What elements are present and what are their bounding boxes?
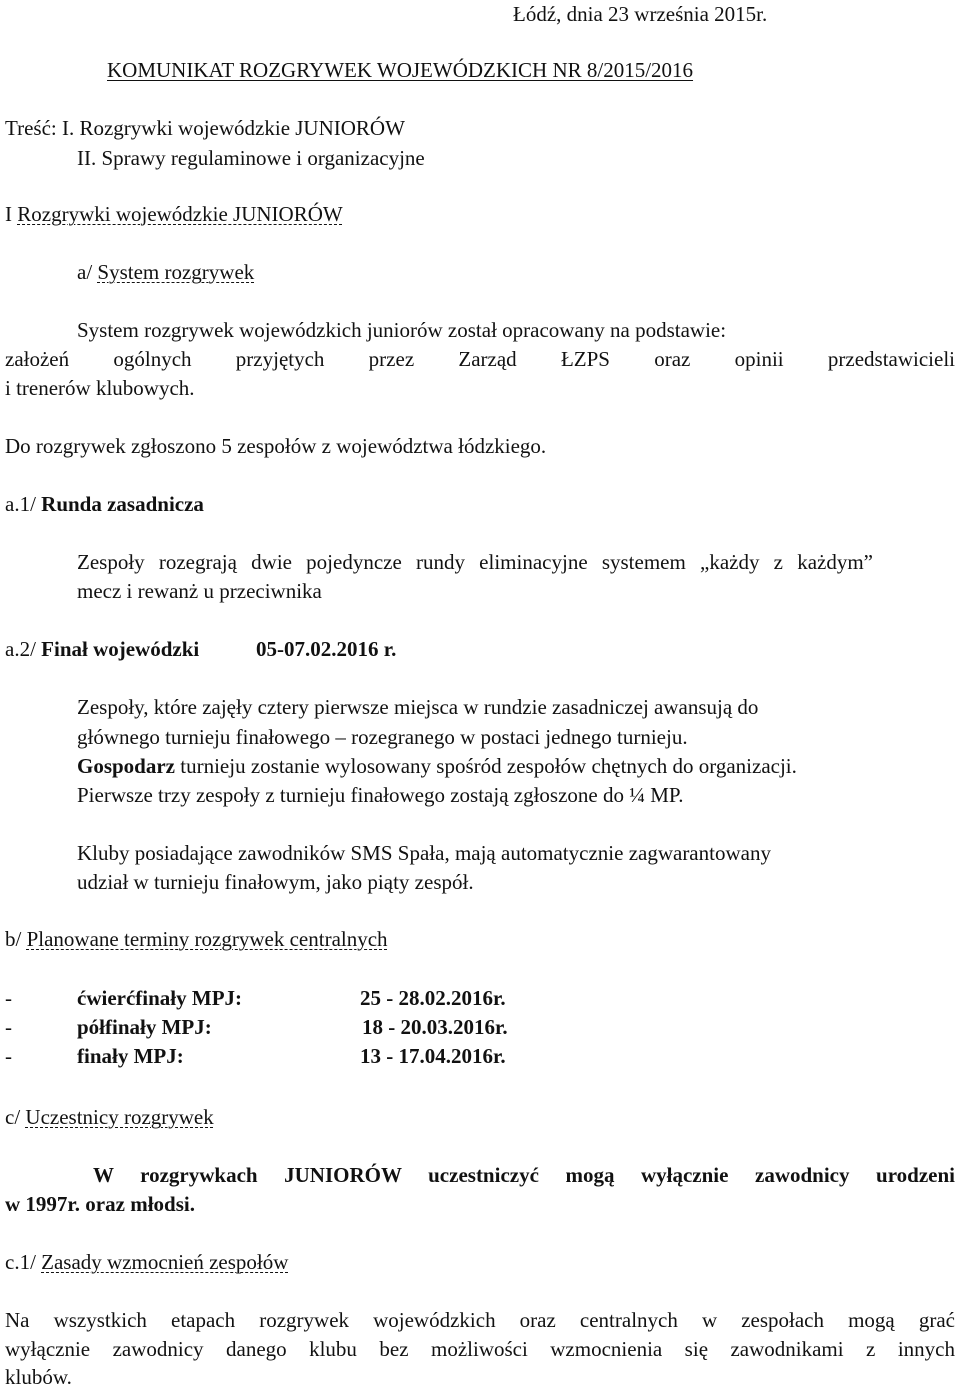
para-1-line-2: założeń ogólnych przyjętych przez Zarząd ŁZPS oraz opinii przedstawicieli: [5, 347, 955, 371]
section-c-prefix: c/: [5, 1105, 26, 1129]
a1-heading: [5, 494, 204, 515]
section-c-heading: [5, 1107, 214, 1128]
c1-line-2: wyłącznie zawodnicy danego klubu bez możliwości wzmocnienia się zawodnikami z innych: [5, 1337, 955, 1361]
a2-title: Finał wojewódzki: [41, 637, 200, 661]
sub-a-title: System rozgrywek: [97, 260, 255, 284]
term-dates: 25 - 28.02.2016r.: [360, 986, 506, 1010]
term-label: finały MPJ:: [77, 1044, 184, 1068]
term-dash: -: [5, 1015, 12, 1039]
c1-heading: [5, 1252, 288, 1273]
section-b-title: Planowane terminy rozgrywek centralnych: [26, 927, 388, 951]
c1-title: Zasady wzmocnień zespołów: [41, 1250, 289, 1274]
term-label: półfinały MPJ:: [77, 1015, 212, 1039]
a2-line-4: Pierwsze trzy zespoły z turnieju finałowego zostają zgłoszone do ¼ MP.: [77, 783, 684, 807]
para-1-line-1: System rozgrywek wojewódzkich juniorów został opracowany na podstawie:: [77, 318, 727, 342]
toc-line-1: [5, 118, 405, 139]
toc-prefix: Treść:: [5, 116, 57, 140]
term-label: ćwierćfinały MPJ:: [77, 986, 243, 1010]
section-c-line-1: W rozgrywkach JUNIORÓW uczestniczyć mogą wyłącznie zawodnicy urodzeni: [93, 1163, 955, 1187]
a2-host-word: Gospodarz: [77, 754, 176, 778]
section-1-prefix: I: [5, 202, 18, 226]
toc-item-1: I. Rozgrywki wojewódzkie JUNIORÓW: [61, 116, 405, 140]
section-1-title: Rozgrywki wojewódzkie JUNIORÓW: [17, 202, 343, 226]
section-b-heading: [5, 929, 388, 950]
section-c-title: Uczestnicy rozgrywek: [25, 1105, 214, 1129]
section-1-heading: [5, 204, 343, 225]
para-2: Do rozgrywek zgłoszono 5 zespołów z województwa łódzkiego.: [5, 434, 547, 458]
term-dash: -: [5, 1044, 12, 1068]
a1-title: Runda zasadnicza: [41, 492, 204, 516]
a2-line-1: Zespoły, które zajęły cztery pierwsze miejsca w rundzie zasadniczej awansują do: [77, 695, 759, 719]
c1-line-3: klubów.: [5, 1365, 72, 1389]
a2-line-6: udział w turnieju finałowym, jako piąty zespół.: [77, 870, 474, 894]
term-dates: 13 - 17.04.2016r.: [360, 1044, 506, 1068]
a2-line-2: głównego turnieju finałowego – rozegranego w postaci jednego turnieju.: [77, 725, 688, 749]
date-line: Łódź, dnia 23 września 2015r.: [513, 2, 768, 26]
c1-line-1: Na wszystkich etapach rozgrywek wojewódzkich oraz centralnych w zespołach mogą grać: [5, 1308, 955, 1332]
para-1-line-3: i trenerów klubowych.: [5, 376, 195, 400]
section-c-line-2: w 1997r. oraz młodsi.: [5, 1192, 195, 1216]
sub-a-heading: [77, 262, 254, 283]
a2-prefix: a.2/: [5, 637, 42, 661]
a2-date: 05-07.02.2016 r.: [256, 637, 397, 661]
a1-line-1: Zespoły rozegrają dwie pojedyncze rundy eliminacyjne systemem „każdy z każdym”: [77, 550, 873, 574]
term-dash: -: [5, 986, 12, 1010]
a1-prefix: a.1/: [5, 492, 42, 516]
a2-heading: [5, 639, 199, 660]
toc-item-2: II. Sprawy regulaminowe i organizacyjne: [77, 146, 425, 170]
page-title: KOMUNIKAT ROZGRYWEK WOJEWÓDZKICH NR 8/2015/2016: [107, 58, 694, 82]
section-b-prefix: b/: [5, 927, 27, 951]
a2-line-3: [77, 756, 797, 777]
c1-prefix: c.1/: [5, 1250, 42, 1274]
term-dates: 18 - 20.03.2016r.: [362, 1015, 508, 1039]
a2-line-5: Kluby posiadające zawodników SMS Spała, mają automatycznie zagwarantowany: [77, 841, 771, 865]
a1-line-2: mecz i rewanż u przeciwnika: [77, 579, 322, 603]
a2-line-3-rest: turnieju zostanie wylosowany spośród zespołów chętnych do organizacji.: [175, 754, 797, 778]
sub-a-prefix: a/: [77, 260, 98, 284]
